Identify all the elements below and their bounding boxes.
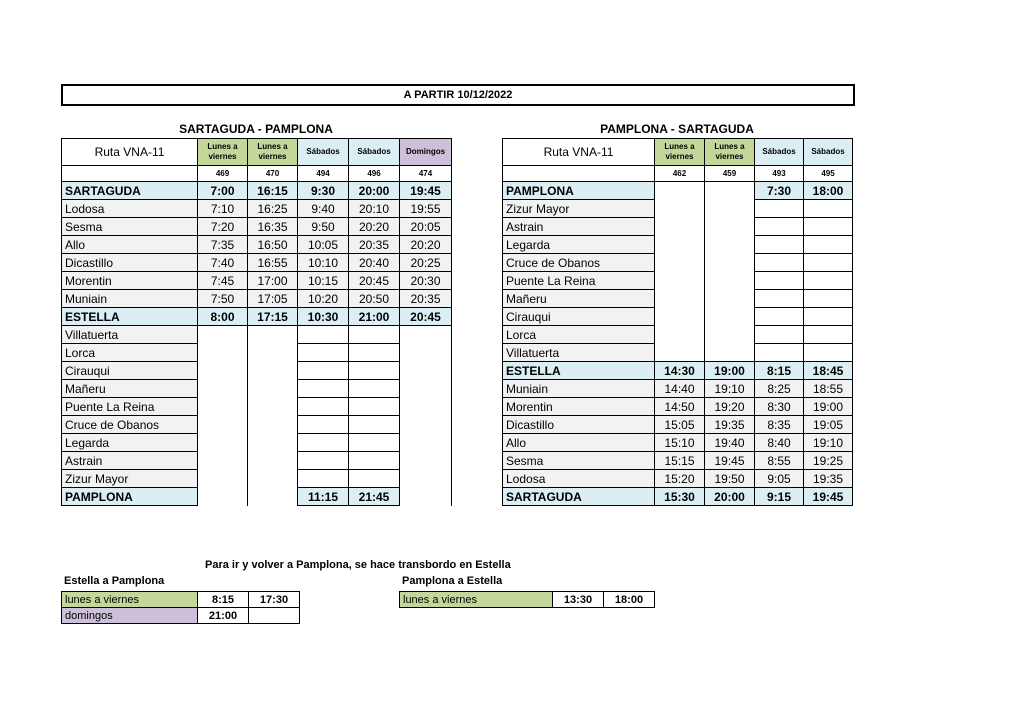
departure-time: 16:15 <box>248 182 298 200</box>
departure-time: 7:50 <box>198 290 248 308</box>
service-header: Lunes a viernes <box>655 139 705 166</box>
table-row <box>503 398 853 416</box>
departure-time <box>755 326 804 344</box>
departure-time <box>248 398 298 416</box>
stop-name: Muniain <box>503 380 655 398</box>
departure-time: 20:50 <box>349 290 400 308</box>
departure-time <box>298 470 349 488</box>
departure-time: 17:00 <box>248 272 298 290</box>
right-table-title: PAMPLONA - SARTAGUDA <box>600 122 754 136</box>
departure-time <box>198 380 248 398</box>
departure-time <box>298 398 349 416</box>
departure-time: 8:15 <box>198 592 249 608</box>
table-row <box>503 200 853 218</box>
departure-time <box>400 434 452 452</box>
pamplona-estella-title: Pamplona a Estella <box>402 575 503 587</box>
departure-time <box>298 344 349 362</box>
stop-name: Lorca <box>503 326 655 344</box>
table-row <box>503 254 853 272</box>
departure-time: 7:20 <box>198 218 248 236</box>
table-row <box>62 398 452 416</box>
departure-time: 18:45 <box>804 362 853 380</box>
table-row <box>503 452 853 470</box>
service-header: Sábados <box>804 139 853 166</box>
departure-time: 19:25 <box>804 452 853 470</box>
table-row <box>62 362 452 380</box>
departure-time <box>248 488 298 506</box>
departure-time <box>755 308 804 326</box>
table-row <box>503 326 853 344</box>
table-row <box>62 452 452 470</box>
departure-time <box>755 272 804 290</box>
service-header: Lunes a viernes <box>248 139 298 166</box>
table-row <box>503 488 853 506</box>
table-row <box>503 344 853 362</box>
departure-time <box>655 182 705 200</box>
stop-name: Cruce de Obanos <box>503 254 655 272</box>
stop-name: Dicastillo <box>503 416 655 434</box>
departure-time: 19:45 <box>705 452 755 470</box>
departure-time: 19:55 <box>400 200 452 218</box>
stop-name: Sesma <box>503 452 655 470</box>
departure-time <box>655 272 705 290</box>
service-header: Lunes a viernes <box>198 139 248 166</box>
departure-time: 7:40 <box>198 254 248 272</box>
departure-time: 14:30 <box>655 362 705 380</box>
departure-time: 20:10 <box>349 200 400 218</box>
departure-time <box>198 344 248 362</box>
table-row <box>62 416 452 434</box>
departure-time <box>400 326 452 344</box>
service-header: Sábados <box>298 139 349 166</box>
departure-time <box>198 416 248 434</box>
departure-time <box>705 272 755 290</box>
service-id: 495 <box>804 166 853 182</box>
departure-time: 20:30 <box>400 272 452 290</box>
table-row <box>62 218 452 236</box>
table-row <box>62 608 300 624</box>
departure-time: 19:35 <box>804 470 853 488</box>
departure-time: 10:30 <box>298 308 349 326</box>
departure-time <box>755 236 804 254</box>
stop-name: Sesma <box>62 218 198 236</box>
stop-name: Dicastillo <box>62 254 198 272</box>
departure-time: 16:35 <box>248 218 298 236</box>
departure-time: 19:40 <box>705 434 755 452</box>
table-row <box>62 326 452 344</box>
departure-time: 9:05 <box>755 470 804 488</box>
departure-time <box>198 470 248 488</box>
departure-time: 15:15 <box>655 452 705 470</box>
table-row <box>503 182 853 200</box>
stop-name: Cruce de Obanos <box>62 416 198 434</box>
service-id: 496 <box>349 166 400 182</box>
departure-time: 19:35 <box>705 416 755 434</box>
departure-time: 19:45 <box>804 488 853 506</box>
departure-time: 19:10 <box>804 434 853 452</box>
service-id: 462 <box>655 166 705 182</box>
table-row <box>503 308 853 326</box>
service-header: Domingos <box>400 139 452 166</box>
departure-time <box>248 380 298 398</box>
departure-time <box>349 452 400 470</box>
stop-name: Astrain <box>62 452 198 470</box>
departure-time: 20:05 <box>400 218 452 236</box>
departure-time <box>655 200 705 218</box>
stop-name: Morentin <box>62 272 198 290</box>
departure-time <box>349 470 400 488</box>
table-row <box>503 290 853 308</box>
departure-time <box>349 344 400 362</box>
stop-name: Mañeru <box>62 380 198 398</box>
validity-banner: A PARTIR 10/12/2022 <box>61 84 855 106</box>
departure-time: 13:30 <box>553 592 604 608</box>
departure-time: 7:10 <box>198 200 248 218</box>
departure-time: 20:45 <box>349 272 400 290</box>
departure-time <box>249 608 300 624</box>
departure-time: 21:00 <box>198 608 249 624</box>
departure-time <box>755 344 804 362</box>
departure-time: 15:10 <box>655 434 705 452</box>
stop-name: Mañeru <box>503 290 655 308</box>
table-row <box>503 434 853 452</box>
departure-time: 9:30 <box>298 182 349 200</box>
departure-time <box>248 362 298 380</box>
departure-time: 8:40 <box>755 434 804 452</box>
stop-name: Allo <box>503 434 655 452</box>
departure-time: 8:30 <box>755 398 804 416</box>
departure-time <box>705 326 755 344</box>
departure-time: 10:20 <box>298 290 349 308</box>
departure-time: 19:45 <box>400 182 452 200</box>
departure-time <box>349 362 400 380</box>
stop-name: Lorca <box>62 344 198 362</box>
table-row <box>62 380 452 398</box>
departure-time <box>349 434 400 452</box>
departure-time: 9:40 <box>298 200 349 218</box>
table-row <box>62 254 452 272</box>
departure-time <box>400 380 452 398</box>
departure-time: 11:15 <box>298 488 349 506</box>
departure-time <box>655 344 705 362</box>
departure-time <box>804 254 853 272</box>
departure-time: 21:00 <box>349 308 400 326</box>
service-id: 470 <box>248 166 298 182</box>
route-label: Ruta VNA-11 <box>503 139 655 166</box>
departure-time <box>655 326 705 344</box>
departure-time <box>804 290 853 308</box>
departure-time <box>349 398 400 416</box>
route-label: Ruta VNA-11 <box>62 139 198 166</box>
departure-time: 15:20 <box>655 470 705 488</box>
table-row <box>503 272 853 290</box>
stop-name: PAMPLONA <box>62 488 198 506</box>
departure-time: 16:55 <box>248 254 298 272</box>
departure-time: 9:50 <box>298 218 349 236</box>
stop-name: Puente La Reina <box>503 272 655 290</box>
departure-time <box>198 452 248 470</box>
departure-time <box>655 254 705 272</box>
table-row <box>503 470 853 488</box>
stop-name: Allo <box>62 236 198 254</box>
timetable-pamplona-sartaguda <box>502 138 853 506</box>
table-row <box>62 200 452 218</box>
departure-time <box>705 182 755 200</box>
table-row <box>62 236 452 254</box>
departure-time <box>298 434 349 452</box>
departure-time: 8:15 <box>755 362 804 380</box>
table-row <box>503 380 853 398</box>
left-table-title: SARTAGUDA - PAMPLONA <box>179 122 333 136</box>
departure-time: 18:00 <box>804 182 853 200</box>
departure-time: 16:50 <box>248 236 298 254</box>
departure-time: 17:30 <box>249 592 300 608</box>
departure-time <box>705 218 755 236</box>
table-row <box>62 488 452 506</box>
departure-time <box>248 434 298 452</box>
departure-time <box>248 470 298 488</box>
departure-time <box>198 398 248 416</box>
transfer-table-pamplona-estella <box>399 591 655 608</box>
departure-time <box>198 434 248 452</box>
departure-time <box>804 272 853 290</box>
departure-time: 19:00 <box>705 362 755 380</box>
departure-time <box>655 236 705 254</box>
departure-time: 8:55 <box>755 452 804 470</box>
departure-time: 8:35 <box>755 416 804 434</box>
departure-time <box>198 362 248 380</box>
departure-time <box>248 416 298 434</box>
stop-name: Lodosa <box>503 470 655 488</box>
departure-time: 20:45 <box>400 308 452 326</box>
service-id: 494 <box>298 166 349 182</box>
departure-time: 15:30 <box>655 488 705 506</box>
departure-time <box>298 326 349 344</box>
transfer-note: Para ir y volver a Pamplona, se hace transbordo en Estella <box>205 559 511 571</box>
stop-name: PAMPLONA <box>503 182 655 200</box>
departure-time: 10:15 <box>298 272 349 290</box>
departure-time <box>804 200 853 218</box>
departure-time <box>755 200 804 218</box>
stop-name: Muniain <box>62 290 198 308</box>
departure-time: 19:00 <box>804 398 853 416</box>
departure-time: 20:35 <box>400 290 452 308</box>
table-row <box>62 592 300 608</box>
departure-time: 7:30 <box>755 182 804 200</box>
service-header: Lunes a viernes <box>705 139 755 166</box>
stop-name: Cirauqui <box>503 308 655 326</box>
departure-time: 19:50 <box>705 470 755 488</box>
table-row <box>62 344 452 362</box>
departure-time <box>400 344 452 362</box>
departure-time: 20:20 <box>349 218 400 236</box>
departure-time <box>755 218 804 236</box>
transfer-table-estella-pamplona <box>61 591 300 624</box>
departure-time <box>349 380 400 398</box>
departure-time <box>298 452 349 470</box>
service-day-label: lunes a viernes <box>62 592 198 608</box>
departure-time <box>248 344 298 362</box>
service-id: 474 <box>400 166 452 182</box>
table-row <box>62 308 452 326</box>
departure-time: 21:45 <box>349 488 400 506</box>
table-row <box>62 434 452 452</box>
departure-time: 8:00 <box>198 308 248 326</box>
departure-time <box>804 344 853 362</box>
stop-name: Puente La Reina <box>62 398 198 416</box>
timetable-sartaguda-pamplona <box>61 138 452 506</box>
table-row <box>62 290 452 308</box>
departure-time: 18:00 <box>604 592 655 608</box>
departure-time: 7:35 <box>198 236 248 254</box>
service-id: 469 <box>198 166 248 182</box>
departure-time: 10:05 <box>298 236 349 254</box>
stop-name: SARTAGUDA <box>62 182 198 200</box>
stop-name: ESTELLA <box>503 362 655 380</box>
departure-time <box>248 452 298 470</box>
table-row <box>503 218 853 236</box>
departure-time: 14:50 <box>655 398 705 416</box>
departure-time <box>804 236 853 254</box>
stop-name: Villatuerta <box>503 344 655 362</box>
table-row <box>400 592 655 608</box>
service-header: Sábados <box>755 139 804 166</box>
table-row <box>62 272 452 290</box>
departure-time <box>400 362 452 380</box>
stop-name: Zizur Mayor <box>62 470 198 488</box>
departure-time: 20:25 <box>400 254 452 272</box>
departure-time: 20:40 <box>349 254 400 272</box>
departure-time: 20:00 <box>705 488 755 506</box>
stop-name: Legarda <box>503 236 655 254</box>
departure-time: 17:05 <box>248 290 298 308</box>
service-day-label: domingos <box>62 608 198 624</box>
stop-name: ESTELLA <box>62 308 198 326</box>
departure-time <box>804 308 853 326</box>
stop-name: Legarda <box>62 434 198 452</box>
departure-time: 16:25 <box>248 200 298 218</box>
departure-time <box>400 488 452 506</box>
departure-time: 14:40 <box>655 380 705 398</box>
departure-time <box>655 218 705 236</box>
stop-name: Lodosa <box>62 200 198 218</box>
departure-time <box>705 290 755 308</box>
departure-time <box>349 326 400 344</box>
departure-time: 19:05 <box>804 416 853 434</box>
departure-time <box>349 416 400 434</box>
table-row <box>503 236 853 254</box>
departure-time <box>400 416 452 434</box>
departure-time: 10:10 <box>298 254 349 272</box>
departure-time: 18:55 <box>804 380 853 398</box>
departure-time <box>655 290 705 308</box>
estella-pamplona-title: Estella a Pamplona <box>64 575 165 587</box>
departure-time <box>198 488 248 506</box>
departure-time: 9:15 <box>755 488 804 506</box>
departure-time: 20:35 <box>349 236 400 254</box>
departure-time: 20:00 <box>349 182 400 200</box>
departure-time <box>804 218 853 236</box>
departure-time <box>400 398 452 416</box>
departure-time <box>400 452 452 470</box>
table-row <box>62 470 452 488</box>
stop-name: Morentin <box>503 398 655 416</box>
service-day-label: lunes a viernes <box>400 592 553 608</box>
table-row <box>62 182 452 200</box>
stop-name: Zizur Mayor <box>503 200 655 218</box>
departure-time <box>298 416 349 434</box>
departure-time <box>298 362 349 380</box>
departure-time: 15:05 <box>655 416 705 434</box>
service-id: 493 <box>755 166 804 182</box>
departure-time: 8:25 <box>755 380 804 398</box>
departure-time <box>198 326 248 344</box>
departure-time: 19:10 <box>705 380 755 398</box>
departure-time <box>755 254 804 272</box>
departure-time <box>705 236 755 254</box>
stop-name: Cirauqui <box>62 362 198 380</box>
departure-time <box>804 326 853 344</box>
departure-time <box>755 290 804 308</box>
departure-time <box>705 200 755 218</box>
departure-time <box>705 254 755 272</box>
route-id-blank <box>503 166 655 182</box>
departure-time <box>248 326 298 344</box>
departure-time: 17:15 <box>248 308 298 326</box>
departure-time <box>400 470 452 488</box>
departure-time: 7:00 <box>198 182 248 200</box>
departure-time <box>705 344 755 362</box>
departure-time <box>298 380 349 398</box>
stop-name: Villatuerta <box>62 326 198 344</box>
table-row <box>503 416 853 434</box>
route-id-blank <box>62 166 198 182</box>
stop-name: Astrain <box>503 218 655 236</box>
service-header: Sábados <box>349 139 400 166</box>
departure-time: 7:45 <box>198 272 248 290</box>
service-id: 459 <box>705 166 755 182</box>
departure-time <box>705 308 755 326</box>
table-row <box>503 362 853 380</box>
departure-time <box>655 308 705 326</box>
stop-name: SARTAGUDA <box>503 488 655 506</box>
departure-time: 19:20 <box>705 398 755 416</box>
departure-time: 20:20 <box>400 236 452 254</box>
